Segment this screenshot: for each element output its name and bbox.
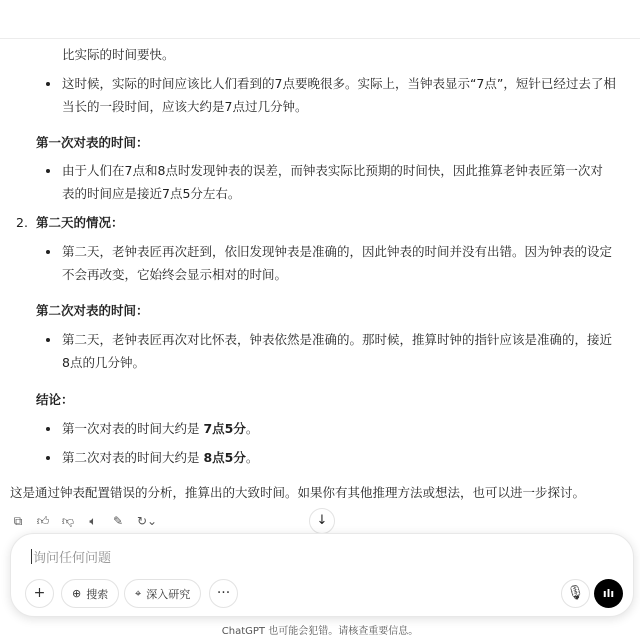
speaker-icon[interactable]: 🔈︎ bbox=[89, 514, 97, 528]
telescope-icon: ⌖ bbox=[135, 586, 142, 600]
scroll-down-button[interactable]: ↓ bbox=[309, 508, 335, 534]
bullet bbox=[46, 338, 50, 342]
bullet bbox=[46, 250, 50, 254]
message-actions bbox=[10, 514, 159, 529]
thumbs-up-icon[interactable]: 👍︎ bbox=[36, 514, 50, 528]
more-button[interactable]: ··· bbox=[209, 579, 238, 608]
copy-icon[interactable]: ⧉ bbox=[13, 514, 23, 528]
text-line: 比实际的时间要快。 bbox=[62, 47, 175, 62]
globe-icon: ⊕ bbox=[72, 587, 82, 600]
text-line: 表的时间应是接近7点5分左右。 bbox=[62, 186, 241, 201]
edit-icon[interactable]: ✎ bbox=[112, 514, 124, 528]
composer bbox=[10, 533, 634, 617]
prompt-input[interactable]: 询问任何问题 bbox=[33, 547, 111, 566]
voice-mode-button[interactable]: ılı bbox=[594, 579, 623, 608]
text-line: 8点的几分钟。 bbox=[62, 355, 145, 370]
bullet bbox=[46, 456, 50, 460]
plus-button[interactable]: + bbox=[25, 579, 54, 608]
text-line: 由于人们在7点和8点时发现钟表的误差，而钟表实际比预期的时间快，因此推算老钟表匠第一次对 bbox=[62, 163, 603, 178]
section-heading: 第一次对表的时间： bbox=[36, 135, 149, 150]
text-line: 当长的一段时间，应该大约是7点过几分钟。 bbox=[62, 99, 308, 114]
summary-paragraph: 这是通过钟表配置错误的分析，推算出的大致时间。如果你有其他推理方法或想法，也可以进一步探讨。 bbox=[10, 485, 586, 500]
section-heading: 第二天的情况： bbox=[36, 215, 124, 230]
bullet bbox=[46, 169, 50, 173]
thumbs-down-icon[interactable]: 👎︎ bbox=[61, 514, 75, 528]
section-heading: 结论： bbox=[36, 392, 74, 407]
text-line: 第二天，老钟表匠再次赶到，依旧发现钟表是准确的，因此钟表的时间并没有出错。因为钟表的设定 bbox=[62, 244, 613, 259]
deep-research-button[interactable] bbox=[124, 579, 201, 608]
regenerate-icon[interactable]: ↻⌄ bbox=[136, 514, 158, 528]
research-label: 深入研究 bbox=[146, 587, 191, 601]
section-heading: 第二次对表的时间： bbox=[36, 303, 149, 318]
bullet bbox=[46, 427, 50, 431]
text-line: 第二天，老钟表匠再次对比怀表，钟表依然是准确的。那时候，推算时钟的指针应该是准确的，接近 bbox=[62, 332, 613, 347]
text-line: 这时候，实际的时间应该比人们看到的7点要晚很多。实际上，当钟表显示“7点”，短针已经过去了相 bbox=[62, 76, 616, 91]
microphone-button[interactable]: 🎙︎ bbox=[561, 579, 590, 608]
top-bar bbox=[0, 0, 640, 39]
disclaimer: ChatGPT 也可能会犯错。请核查重要信息。 bbox=[221, 626, 419, 637]
bullet bbox=[46, 82, 50, 86]
conclusion-2: 第二次对表的时间大约是 8点5分。 bbox=[62, 450, 259, 465]
text-line: 不会再改变，它始终会显示相对的时间。 bbox=[62, 267, 288, 282]
conclusion-1: 第一次对表的时间大约是 7点5分。 bbox=[62, 421, 259, 436]
search-button[interactable] bbox=[61, 579, 119, 608]
list-number: 2. bbox=[16, 215, 28, 230]
search-label: 搜索 bbox=[86, 587, 109, 601]
